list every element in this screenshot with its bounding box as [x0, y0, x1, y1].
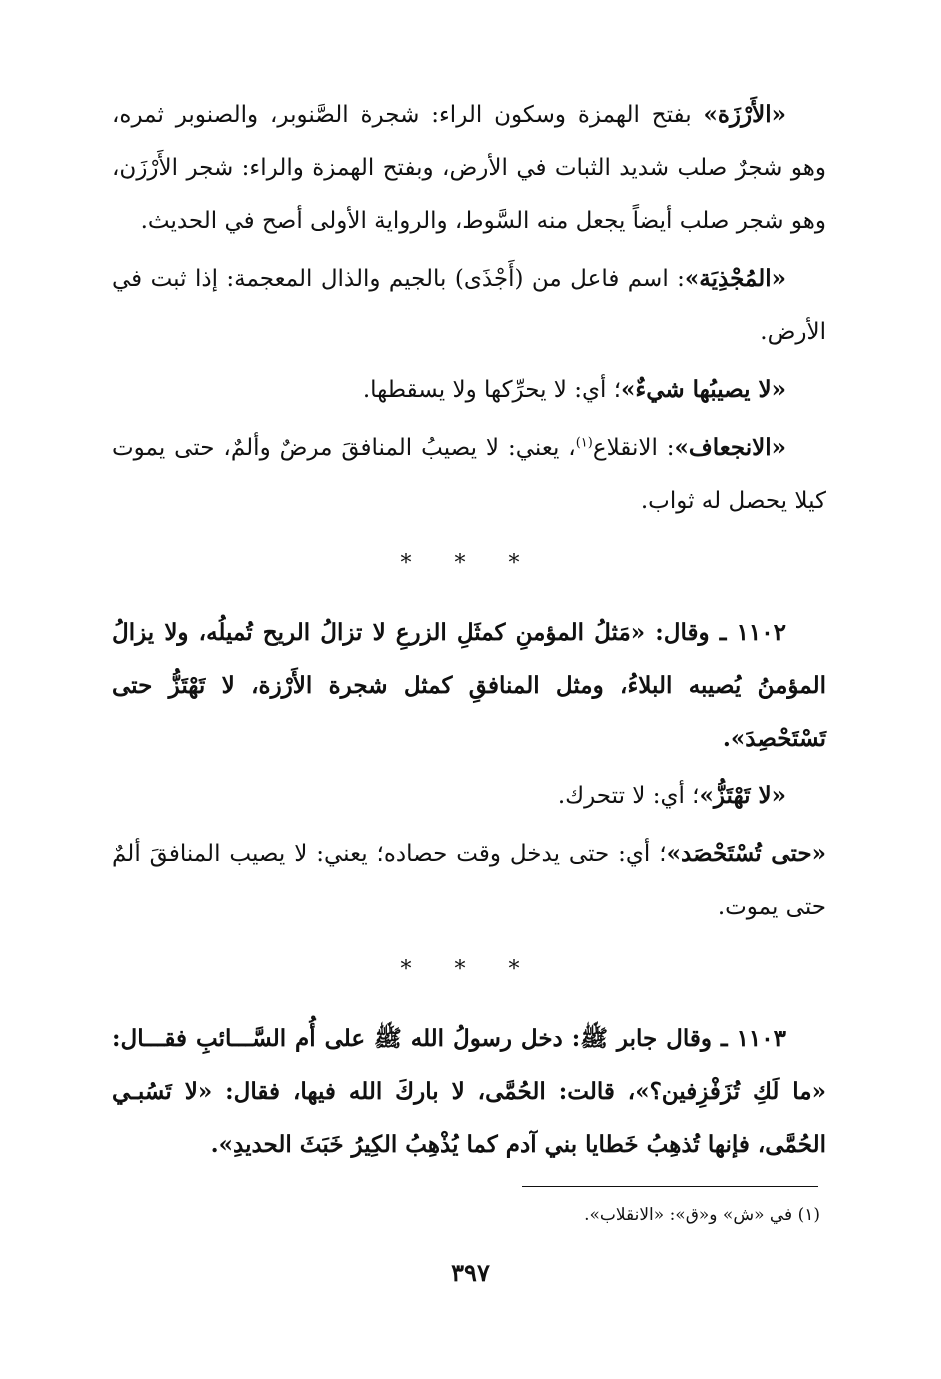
footnote-1: (١) في «ش» و«ق»: «الانقلاب».: [584, 1205, 820, 1225]
section-separator-1: * * *: [400, 551, 538, 576]
hadith-1102-text: «مَثلُ المؤمنِ كمثَلِ الزرعِ لا تزالُ الريح تُميلُه، ولا يزالُ المؤمنُ يُصيبه البلاءُ، ومثل المنافقِ كمثل شجرة الأَرْزة، لا تَهْتَزُّ حتى تَسْتَحْصِدَ».: [112, 619, 826, 752]
footnote-marker[interactable]: (١): [575, 435, 593, 451]
page-number: ٣٩٧: [451, 1258, 490, 1287]
term-tahtazz: «لا تَهْتَزُّ»: [699, 782, 786, 809]
definition-arzah: بفتح الهمزة وسكون الراء: شجرة الصَّنوبر، والصنوبر ثمره، وهو شجرٌ صلب شديد الثبات في الأرض، وبفتح الهمزة والراء: شجر الأَرْزَن، وهو شجر صلب أيضاً يجعل منه السَّوط، والرواية الأولى أصح في الحديث.: [112, 102, 826, 234]
definition-yusibuha: ؛ أي: لا يحرِّكها ولا يسقطها.: [362, 377, 622, 403]
hadith-1102-lead: ١١٠٢ ـ وقال:: [645, 619, 786, 646]
term-mujdhiyah: «المُجْذِيَة»: [684, 265, 786, 292]
term-tastahsid: «حتى تُسْتَحْصَد»: [666, 840, 826, 867]
definition-injiaf-a: : الانقلاع: [592, 435, 675, 461]
definition-injiaf-b: ، يعني: لا يصيبُ المنافقَ مرضٌ وألمٌ، حتى يموت كيلا يحصل له ثواب.: [112, 435, 826, 514]
definition-tahtazz: ؛ أي: لا تتحرك.: [557, 783, 700, 809]
term-yusibuha: «لا يصيبُها شيءٌ»: [621, 376, 786, 403]
paragraph-tahtazz: [112, 769, 826, 823]
paragraph-tastahsid: [112, 827, 826, 934]
paragraph-arzah: [112, 88, 826, 248]
section-separator-2: * * *: [400, 957, 538, 982]
main-text: [112, 88, 826, 1175]
term-arzah: «الأَرْزَة»: [703, 101, 786, 128]
term-injiaf: «الانجعاف»: [674, 434, 786, 461]
definition-tastahsid: ؛ أي: حتى يدخل وقت حصاده؛ يعني: لا يصيب المنافقَ ألمٌ حتى يموت.: [112, 841, 826, 920]
paragraph-injiaf: [112, 421, 826, 528]
hadith-1102: [112, 606, 826, 765]
paragraph-mujdhiyah: [112, 252, 826, 359]
footnote-divider: [522, 1186, 818, 1187]
paragraph-yusibuha: [112, 363, 826, 417]
definition-mujdhiyah: : اسم فاعل من (أَجْذَى) بالجيم والذال المعجمة: إذا ثبت في الأرض.: [112, 266, 826, 345]
hadith-1103: ١١٠٣ ـ وقال جابر ﷺ: دخل رسولُ الله ﷺ على أُم السَّـــائبِ فقـــال: «ما لَكِ تُزَفْزِفين؟»، قالت: الحُمَّى، لا باركَ الله فيها، فقال: «لا تَسُبـي الحُمَّى، فإنها تُذهِبُ خَطايا بني آدم كما يُذْهِبُ الكِيرُ خَبَثَ الحديدِ».: [112, 1025, 826, 1158]
